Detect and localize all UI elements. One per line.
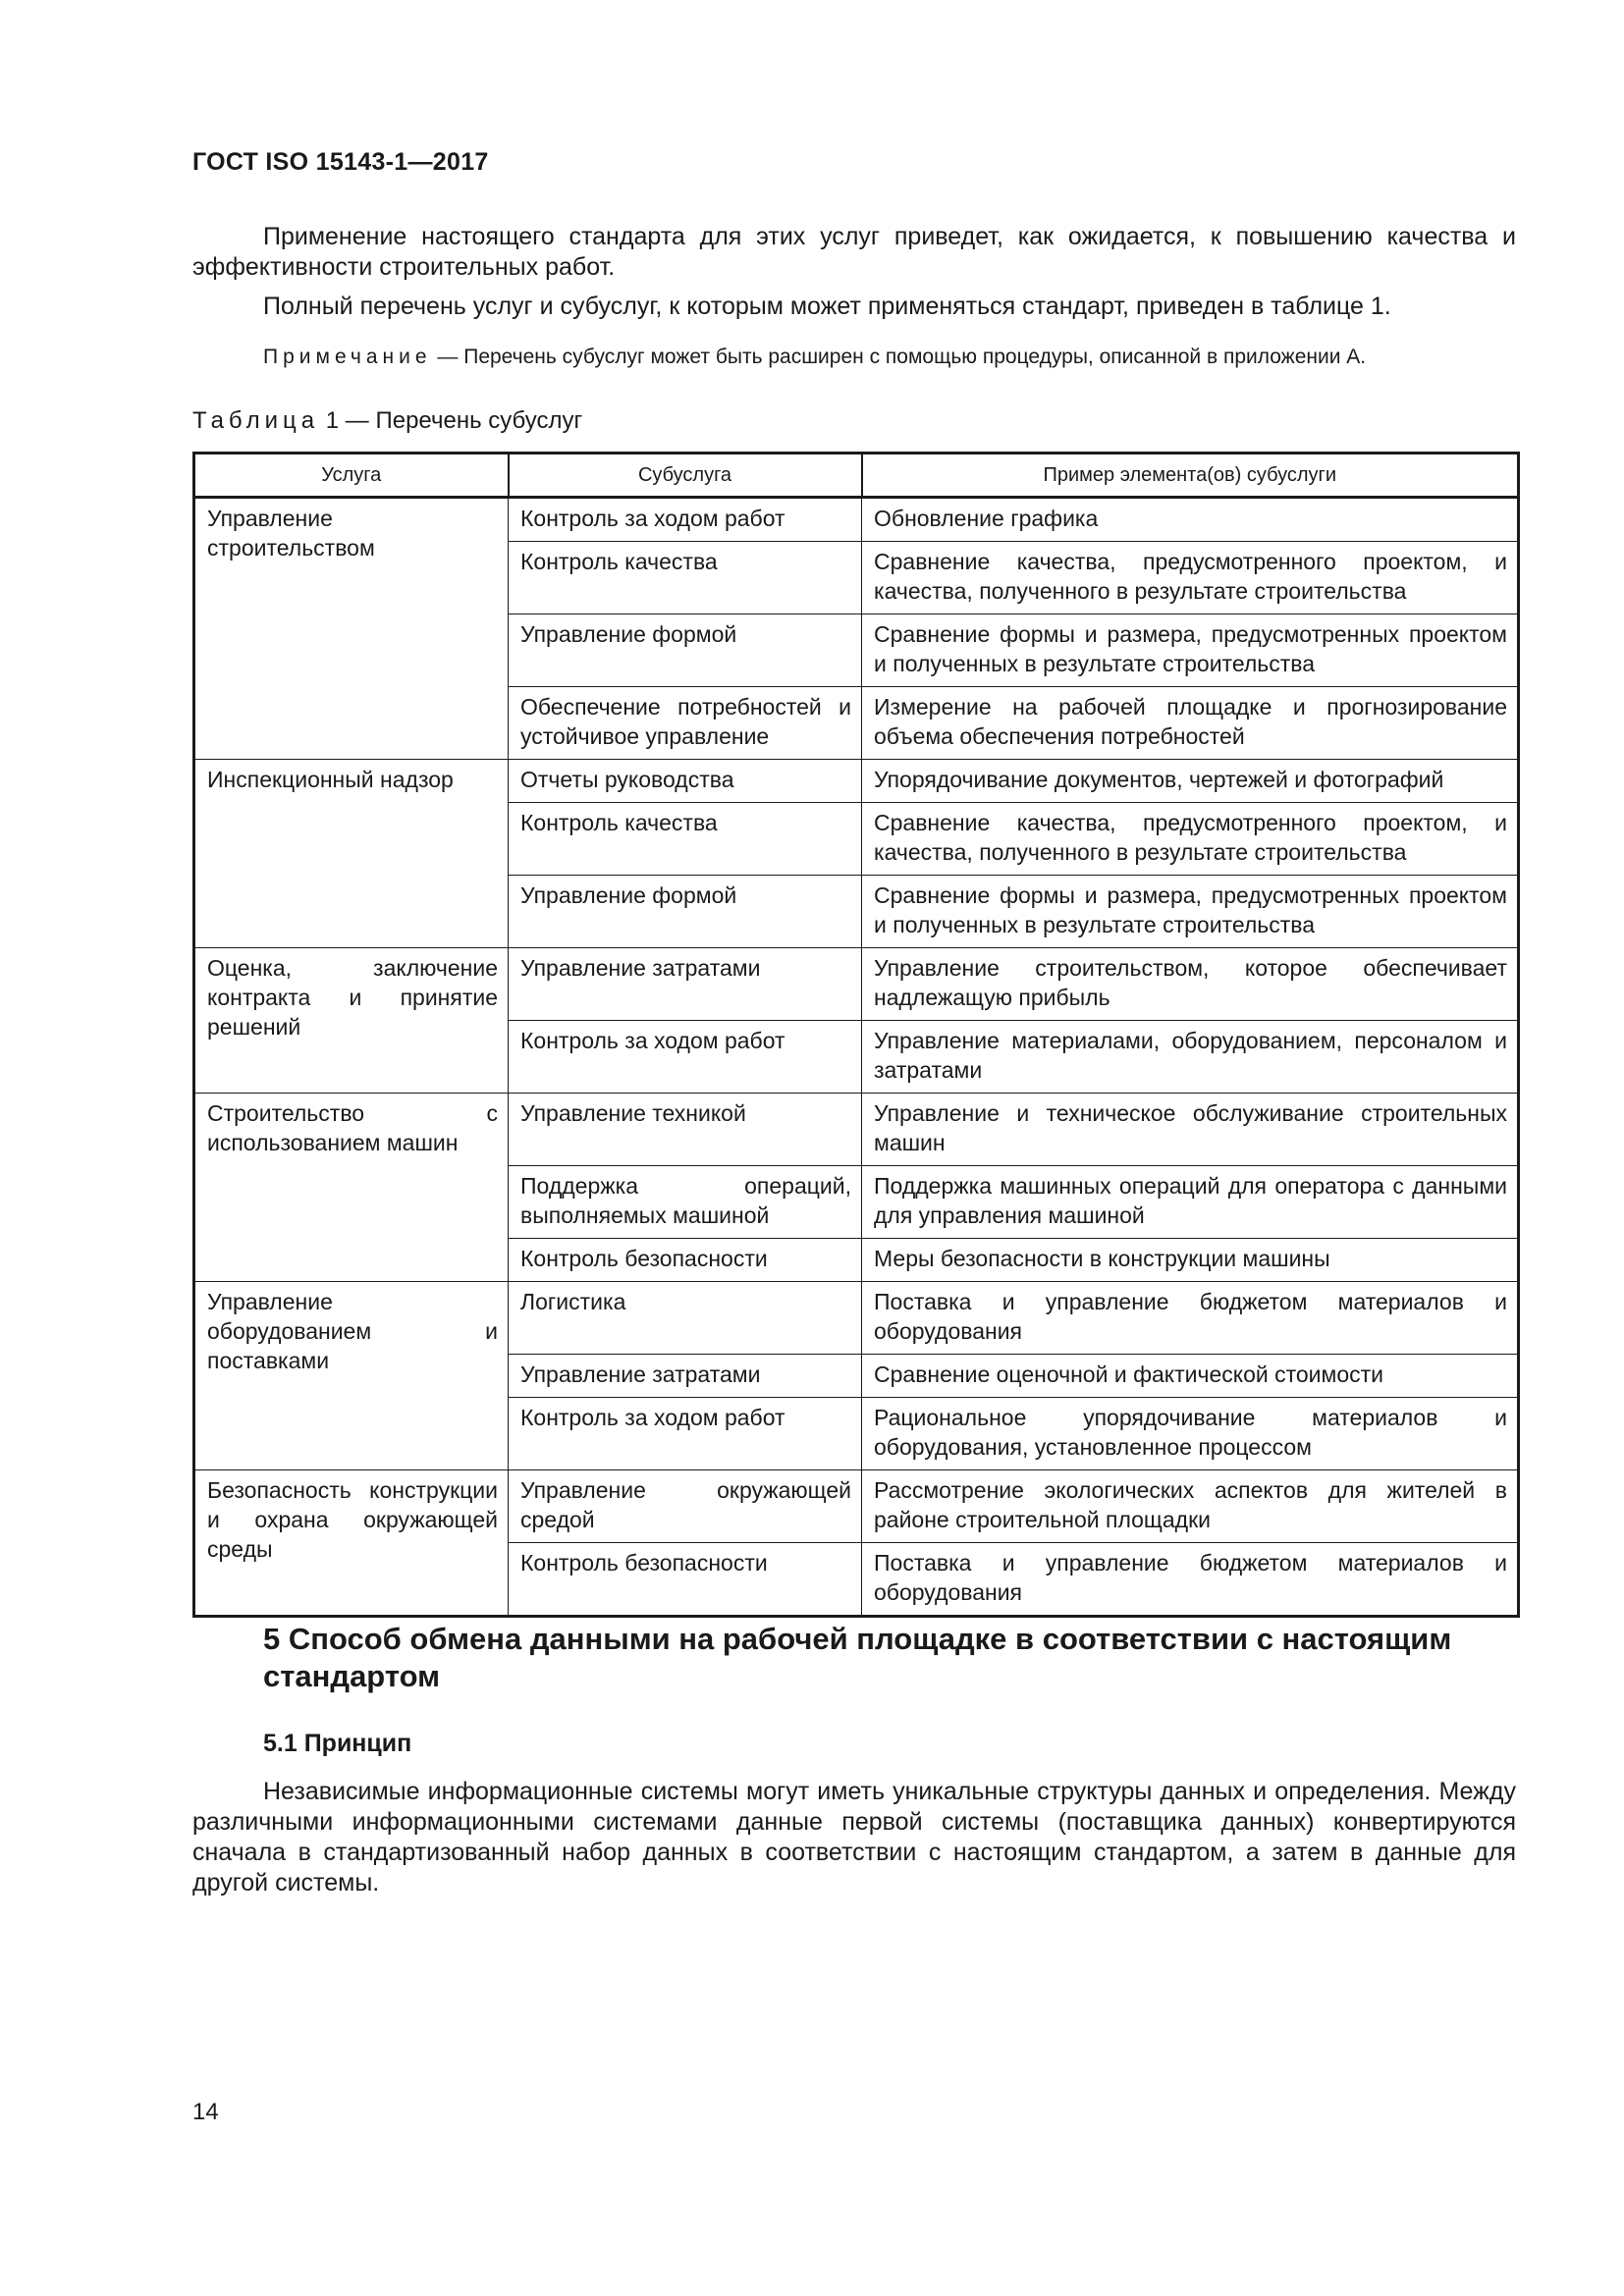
example-cell: Поддержка машинных операций для оператора с данными для управления машиной	[862, 1166, 1519, 1239]
subservice-cell: Контроль качества	[509, 803, 862, 876]
subservice-cell: Отчеты руководства	[509, 760, 862, 803]
example-cell: Поставка и управление бюджетом материалов и оборудования	[862, 1282, 1519, 1355]
service-cell: Управление оборудованием и поставками	[194, 1282, 509, 1470]
service-cell: Строительство с использованием машин	[194, 1094, 509, 1282]
table-row	[194, 948, 1519, 1021]
table-row	[194, 1470, 1519, 1543]
example-cell: Управление материалами, оборудованием, персоналом и затратами	[862, 1021, 1519, 1094]
example-cell: Измерение на рабочей площадке и прогнозирование объема обеспечения потребностей	[862, 687, 1519, 760]
subservice-cell: Управление окружающей средой	[509, 1470, 862, 1543]
subservice-cell: Управление затратами	[509, 1355, 862, 1398]
example-cell: Меры безопасности в конструкции машины	[862, 1239, 1519, 1282]
example-cell: Сравнение формы и размера, предусмотренных проектом и полученных в результате строительства	[862, 614, 1519, 687]
example-cell: Сравнение качества, предусмотренного проектом, и качества, полученного в результате строительства	[862, 542, 1519, 614]
subservice-cell: Контроль качества	[509, 542, 862, 614]
subservice-cell: Контроль безопасности	[509, 1543, 862, 1617]
subservice-cell: Контроль безопасности	[509, 1239, 862, 1282]
subservice-cell: Контроль за ходом работ	[509, 1021, 862, 1094]
section-paragraph: Независимые информационные системы могут иметь уникальные структуры данных и определения. Между различными информационными системами данные первой системы (поставщика данных) конвертируются сначала в стандартизованный набор данных в соответствии с настоящим стандартом, а затем в данные для другой системы.	[192, 1778, 1516, 1896]
example-cell: Упорядочивание документов, чертежей и фотографий	[862, 760, 1519, 803]
table-row	[194, 760, 1519, 803]
table-caption-text: 1 — Перечень субуслуг	[325, 407, 583, 434]
subservice-cell: Контроль за ходом работ	[509, 1398, 862, 1470]
subservice-cell: Управление формой	[509, 876, 862, 948]
table-row	[194, 498, 1519, 542]
table-caption-label: Таблица	[192, 407, 320, 434]
subservice-cell: Контроль за ходом работ	[509, 498, 862, 542]
example-cell: Рациональное упорядочивание материалов и оборудования, установленное процессом	[862, 1398, 1519, 1470]
service-cell: Безопасность конструкции и охрана окружающей среды	[194, 1470, 509, 1617]
subservice-cell: Управление формой	[509, 614, 862, 687]
note-text: — Перечень субуслуг может быть расширен с помощью процедуры, описанной в приложении А.	[431, 346, 1367, 368]
table-row	[194, 1094, 1519, 1166]
example-cell: Управление и техническое обслуживание строительных машин	[862, 1094, 1519, 1166]
example-cell: Рассмотрение экологических аспектов для жителей в районе строительной площадки	[862, 1470, 1519, 1543]
page-number: 14	[192, 2099, 219, 2125]
document-header: ГОСТ ISO 15143-1—2017	[192, 148, 489, 176]
example-cell: Сравнение оценочной и фактической стоимости	[862, 1355, 1519, 1398]
table-caption	[192, 407, 582, 435]
subservice-cell: Обеспечение потребностей и устойчивое управление	[509, 687, 862, 760]
example-cell: Сравнение формы и размера, предусмотренных проектом и полученных в результате строительства	[862, 876, 1519, 948]
service-cell: Оценка, заключение контракта и принятие решений	[194, 948, 509, 1094]
table-body	[194, 498, 1519, 1617]
intro-paragraph-2: Полный перечень услуг и субуслуг, к которым может применяться стандарт, приведен в таблице 1.	[263, 293, 1391, 320]
subservice-cell: Поддержка операций, выполняемых машиной	[509, 1166, 862, 1239]
note-label: Примечание	[263, 346, 432, 368]
subservice-cell: Управление техникой	[509, 1094, 862, 1166]
example-cell: Управление строительством, которое обеспечивает надлежащую прибыль	[862, 948, 1519, 1021]
example-cell: Поставка и управление бюджетом материалов и оборудования	[862, 1543, 1519, 1617]
service-cell: Управление строительством	[194, 498, 509, 760]
services-table	[192, 452, 1520, 1618]
example-cell: Сравнение качества, предусмотренного проектом, и качества, полученного в результате строительства	[862, 803, 1519, 876]
example-cell: Обновление графика	[862, 498, 1519, 542]
intro-paragraph-1: Применение настоящего стандарта для этих услуг приведет, как ожидается, к повышению качества и эффективности строительных работ.	[192, 223, 1516, 281]
note	[263, 344, 1530, 371]
header-example: Пример элемента(ов) субуслуги	[862, 454, 1519, 498]
section-title: 5 Способ обмена данными на рабочей площадке в соответствии с настоящим стандартом	[263, 1622, 1452, 1693]
table-row	[194, 1282, 1519, 1355]
table-header-row	[194, 454, 1519, 498]
header-service: Услуга	[194, 454, 509, 498]
header-subservice: Субуслуга	[509, 454, 862, 498]
service-cell: Инспекционный надзор	[194, 760, 509, 948]
subservice-cell: Управление затратами	[509, 948, 862, 1021]
subservice-cell: Логистика	[509, 1282, 862, 1355]
subsection-title: 5.1 Принцип	[263, 1730, 412, 1757]
